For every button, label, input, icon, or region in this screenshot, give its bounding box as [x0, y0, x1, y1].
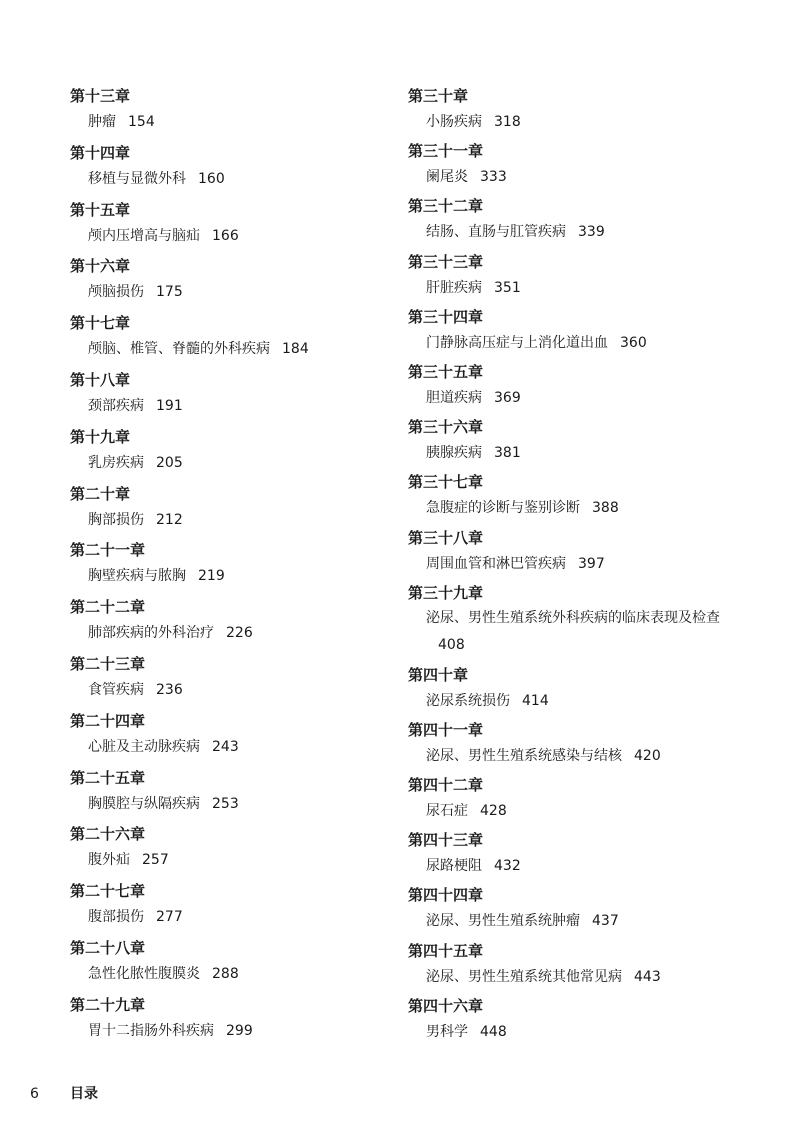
- toc-chapter: [70, 709, 309, 766]
- chapter-heading: 第三十章: [408, 87, 469, 105]
- toc-chapter: [408, 773, 738, 828]
- chapter-heading: 第十四章: [70, 143, 131, 162]
- toc-chapter: [70, 141, 309, 198]
- toc-entry[interactable]: [70, 790, 309, 818]
- chapter-heading: 第三十一章: [408, 142, 484, 161]
- toc-chapter: [70, 538, 309, 595]
- entry-page: 414: [522, 692, 549, 709]
- toc-entry[interactable]: [70, 562, 309, 590]
- toc-entry[interactable]: [408, 852, 738, 880]
- toc-entry[interactable]: [70, 619, 309, 647]
- toc-entry[interactable]: [70, 846, 309, 874]
- entry-title: 食管疾病: [88, 681, 144, 698]
- entry-page: 154: [128, 114, 155, 130]
- chapter-heading: 第四十四章: [408, 886, 484, 905]
- entry-page: 437: [592, 913, 619, 930]
- chapter-heading: 第二十章: [70, 484, 131, 503]
- toc-chapter: [70, 822, 309, 879]
- toc-chapter: [408, 139, 738, 194]
- toc-chapter: [70, 198, 309, 255]
- chapter-heading: 第十五章: [70, 200, 131, 219]
- toc-entry[interactable]: [408, 439, 738, 467]
- toc-chapter: [70, 425, 309, 482]
- chapter-heading: 第三十三章: [408, 252, 484, 271]
- entry-page: 184: [282, 341, 309, 358]
- entry-title: 胸壁疾病与脓胸: [88, 568, 186, 585]
- toc-chapter: [408, 470, 738, 525]
- toc-chapter: [70, 652, 309, 709]
- entry-title: 阑尾炎: [426, 169, 468, 186]
- chapter-heading: 第三十六章: [408, 418, 484, 437]
- toc-chapter: [408, 360, 738, 415]
- entry-title: 尿石症: [426, 803, 468, 820]
- entry-title: 尿路梗阻: [426, 858, 482, 875]
- chapter-heading: 第四十五章: [408, 941, 484, 960]
- entry-page: 212: [156, 511, 183, 528]
- toc-entry[interactable]: [70, 676, 309, 704]
- entry-page: 339: [578, 224, 605, 241]
- entry-page: 420: [634, 747, 661, 764]
- toc-chapter: [70, 766, 309, 823]
- entry-title: 颈部疾病: [88, 397, 144, 414]
- chapter-heading: 第十三章: [70, 87, 131, 105]
- entry-title: 乳房疾病: [88, 454, 144, 471]
- entry-title: 急性化脓性腹膜炎: [88, 965, 200, 982]
- entry-title: 急腹症的诊断与鉴别诊断: [426, 500, 580, 517]
- toc-chapter: [408, 994, 738, 1049]
- toc-entry[interactable]: [408, 108, 738, 136]
- chapter-heading: 第二十九章: [70, 995, 146, 1014]
- entry-page: 277: [156, 909, 183, 926]
- toc-entry[interactable]: [408, 742, 738, 770]
- entry-title: 移植与显微外科: [88, 170, 186, 187]
- toc-entry[interactable]: [70, 506, 309, 534]
- toc-chapter: [70, 936, 309, 993]
- chapter-heading: 第二十八章: [70, 938, 146, 957]
- chapter-heading: 第二十三章: [70, 654, 146, 673]
- entry-page: 428: [480, 803, 507, 820]
- toc-entry[interactable]: [70, 392, 309, 420]
- toc-chapter: [408, 939, 738, 994]
- entry-title: 小肠疾病: [426, 114, 482, 130]
- chapter-heading: 第二十六章: [70, 825, 146, 844]
- chapter-heading: 第二十四章: [70, 711, 146, 730]
- entry-title: 泌尿、男性生殖系统其他常见病: [426, 968, 622, 985]
- chapter-heading: 第三十八章: [408, 528, 484, 547]
- toc-chapter: [408, 828, 738, 883]
- toc-entry[interactable]: [70, 1017, 309, 1045]
- entry-page: 288: [212, 965, 239, 982]
- entry-title: 颅脑损伤: [88, 284, 144, 301]
- chapter-heading: 第四十三章: [408, 831, 484, 850]
- entry-page: 397: [578, 555, 605, 572]
- toc-chapter: [70, 595, 309, 652]
- toc-chapter: [70, 482, 309, 539]
- entry-title: 结肠、直肠与肛管疾病: [426, 224, 566, 241]
- chapter-heading: 第十六章: [70, 257, 131, 276]
- entry-page: 205: [156, 454, 183, 471]
- toc-entry[interactable]: [408, 605, 738, 659]
- entry-page: 166: [212, 227, 239, 244]
- toc-entry[interactable]: [408, 687, 738, 715]
- page-number: 6: [30, 1086, 39, 1102]
- entry-title: 泌尿系统损伤: [426, 692, 510, 709]
- toc-entry[interactable]: [408, 494, 738, 522]
- chapter-heading: 第四十六章: [408, 996, 484, 1015]
- chapter-heading: 第十八章: [70, 370, 131, 389]
- entry-title: 胸膜腔与纵隔疾病: [88, 795, 200, 812]
- entry-page: 318: [494, 114, 521, 130]
- entry-page: 257: [142, 852, 169, 869]
- chapter-heading: 第二十二章: [70, 598, 146, 617]
- chapter-heading: 第二十七章: [70, 882, 146, 901]
- chapter-heading: 第四十一章: [408, 720, 484, 739]
- entry-title: 泌尿、男性生殖系统外科疾病的临床表现及检查: [426, 609, 720, 626]
- toc-column-left: [70, 84, 309, 1050]
- entry-page: 360: [620, 334, 647, 351]
- toc-chapter: [408, 250, 738, 305]
- toc-entry[interactable]: [408, 384, 738, 412]
- entry-page: 351: [494, 279, 521, 296]
- entry-page: 219: [198, 568, 225, 585]
- chapter-heading: 第四十章: [408, 665, 469, 684]
- toc-chapter: [408, 663, 738, 718]
- toc-entry[interactable]: [408, 329, 738, 357]
- entry-page: 191: [156, 397, 183, 414]
- entry-title: 颅内压增高与脑疝: [88, 227, 200, 244]
- toc-entry[interactable]: [408, 1018, 738, 1046]
- chapter-heading: 第十九章: [70, 427, 131, 446]
- entry-page: 381: [494, 445, 521, 462]
- toc-entry[interactable]: [70, 278, 309, 306]
- entry-title: 肺部疾病的外科治疗: [88, 625, 214, 642]
- entry-page: 236: [156, 681, 183, 698]
- entry-page: 388: [592, 500, 619, 517]
- toc-chapter: [70, 368, 309, 425]
- toc-chapter: [70, 254, 309, 311]
- footer-label: 目录: [70, 1086, 98, 1102]
- entry-title: 颅脑、椎管、脊髓的外科疾病: [88, 341, 270, 358]
- toc-entry[interactable]: [408, 550, 738, 578]
- toc-entry[interactable]: [70, 733, 309, 761]
- entry-title: 肝脏疾病: [426, 279, 482, 296]
- entry-title: 周围血管和淋巴管疾病: [426, 555, 566, 572]
- toc-entry[interactable]: [408, 907, 738, 935]
- entry-page: 333: [480, 169, 507, 186]
- toc-chapter: [408, 84, 738, 139]
- entry-title: 胆道疾病: [426, 389, 482, 406]
- toc-chapter: [70, 311, 309, 368]
- toc-entry[interactable]: [408, 163, 738, 191]
- entry-title: 男科学: [426, 1023, 468, 1040]
- toc-chapter: [408, 194, 738, 249]
- toc-entry[interactable]: [408, 797, 738, 825]
- toc-chapter: [408, 581, 738, 663]
- toc-chapter: [408, 526, 738, 581]
- toc-chapter: [70, 879, 309, 936]
- toc-column-right: [408, 84, 738, 1049]
- entry-title: 胸部损伤: [88, 511, 144, 528]
- entry-title: 泌尿、男性生殖系统肿瘤: [426, 913, 580, 930]
- entry-title: 腹外疝: [88, 852, 130, 869]
- toc-chapter: [70, 84, 309, 141]
- toc-entry[interactable]: [70, 108, 309, 136]
- entry-title: 门静脉高压症与上消化道出血: [426, 334, 608, 351]
- entry-page: 299: [226, 1022, 253, 1039]
- chapter-heading: 第二十五章: [70, 768, 146, 787]
- entry-page: 175: [156, 284, 183, 301]
- entry-page: 160: [198, 170, 225, 187]
- toc-chapter: [408, 718, 738, 773]
- chapter-heading: 第三十九章: [408, 583, 484, 602]
- toc-chapter: [70, 993, 309, 1050]
- chapter-heading: 第三十七章: [408, 473, 484, 492]
- entry-page: 253: [212, 795, 239, 812]
- entry-page: 448: [480, 1023, 507, 1040]
- entry-title: 心脏及主动脉疾病: [88, 738, 200, 755]
- toc-chapter: [408, 415, 738, 470]
- entry-title: 胰腺疾病: [426, 445, 482, 462]
- chapter-heading: 第三十五章: [408, 362, 484, 381]
- page-footer: [30, 1083, 98, 1103]
- entry-page: 226: [226, 625, 253, 642]
- toc-entry[interactable]: [70, 222, 309, 250]
- toc-entry[interactable]: [70, 449, 309, 477]
- toc-entry[interactable]: [70, 165, 309, 193]
- chapter-heading: 第二十一章: [70, 541, 146, 560]
- toc-chapter: [408, 305, 738, 360]
- chapter-heading: 第十七章: [70, 314, 131, 333]
- entry-title: 泌尿、男性生殖系统感染与结核: [426, 747, 622, 764]
- entry-page: 369: [494, 389, 521, 406]
- entry-title: 肿瘤: [88, 114, 116, 130]
- entry-title: 腹部损伤: [88, 909, 144, 926]
- entry-page: 443: [634, 968, 661, 985]
- toc-chapter: [408, 883, 738, 938]
- chapter-heading: 第三十二章: [408, 197, 484, 216]
- toc-entry[interactable]: [408, 963, 738, 991]
- toc-entry[interactable]: [70, 903, 309, 931]
- entry-page: 243: [212, 738, 239, 755]
- toc-entry[interactable]: [408, 274, 738, 302]
- entry-title: 胃十二指肠外科疾病: [88, 1022, 214, 1039]
- toc-entry[interactable]: [408, 218, 738, 246]
- toc-entry[interactable]: [70, 960, 309, 988]
- entry-page: 408: [438, 636, 465, 653]
- chapter-heading: 第四十二章: [408, 776, 484, 795]
- entry-page: 432: [494, 858, 521, 875]
- toc-entry[interactable]: [70, 335, 309, 363]
- chapter-heading: 第三十四章: [408, 307, 484, 326]
